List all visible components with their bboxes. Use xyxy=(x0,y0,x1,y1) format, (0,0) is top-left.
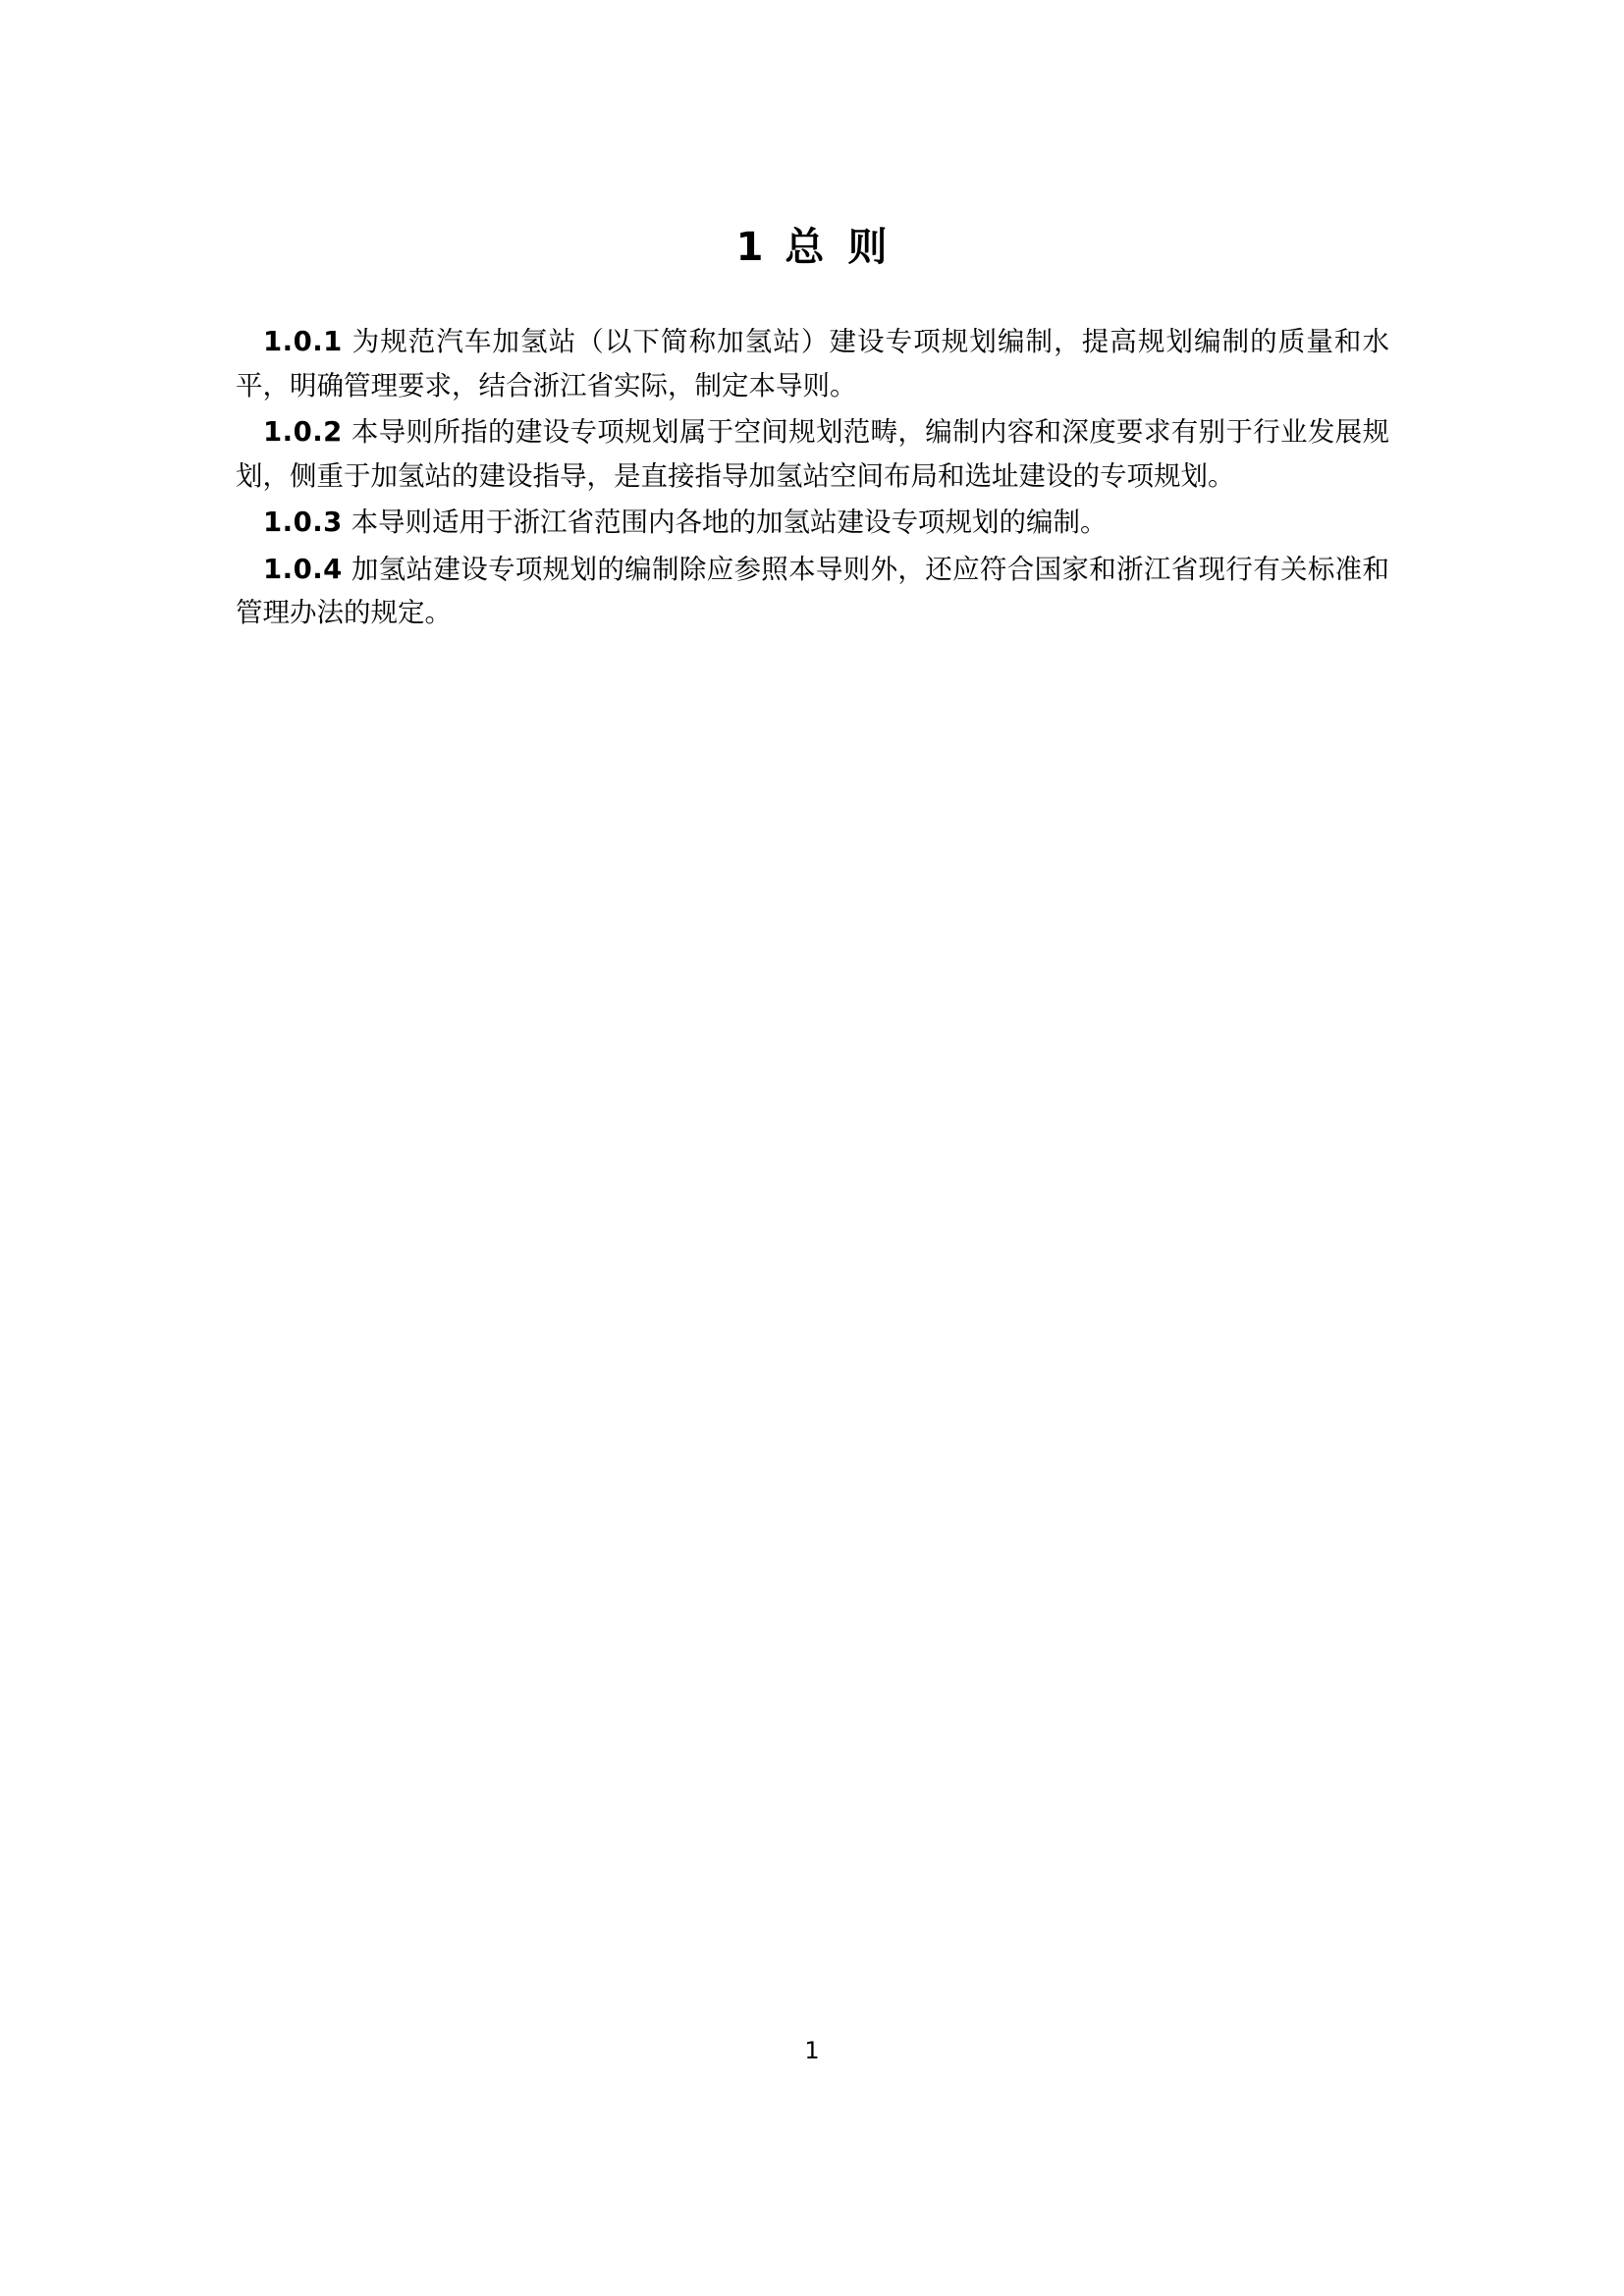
clause-text: 为规范汽车加氢站（以下简称加氢站）建设专项规划编制，提高规划编制的质量和水平，明确管理要求，结合浙江省实际，制定本导则。 xyxy=(236,326,1389,401)
clause-paragraph xyxy=(236,501,1389,545)
clause-paragraph xyxy=(236,548,1389,635)
page-content xyxy=(236,0,1389,638)
clause-text: 本导则所指的建设专项规划属于空间规划范畴，编制内容和深度要求有别于行业发展规划，侧重于加氢站的建设指导，是直接指导加氢站空间布局和选址建设的专项规划。 xyxy=(236,416,1389,492)
clause-text: 本导则适用于浙江省范围内各地的加氢站建设专项规划的编制。 xyxy=(351,507,1108,539)
page-number: 1 xyxy=(804,2037,820,2064)
clause-number: 1.0.1 xyxy=(263,326,343,357)
clause-number: 1.0.3 xyxy=(263,507,343,539)
clause-number: 1.0.2 xyxy=(263,416,343,449)
page-footer xyxy=(0,2037,1624,2064)
clause-text: 加氢站建设专项规划的编制除应参照本导则外，还应符合国家和浙江省现行有关标准和管理办法的规定。 xyxy=(236,553,1389,629)
chapter-number: 1 xyxy=(735,225,764,270)
chapter-title-char-1: 总 xyxy=(785,225,827,270)
page-title xyxy=(236,0,1389,271)
clause-list xyxy=(236,320,1389,635)
clause-paragraph xyxy=(236,320,1389,407)
clause-number: 1.0.4 xyxy=(263,553,343,585)
clause-paragraph xyxy=(236,410,1389,498)
chapter-title-char-2: 则 xyxy=(847,225,890,270)
